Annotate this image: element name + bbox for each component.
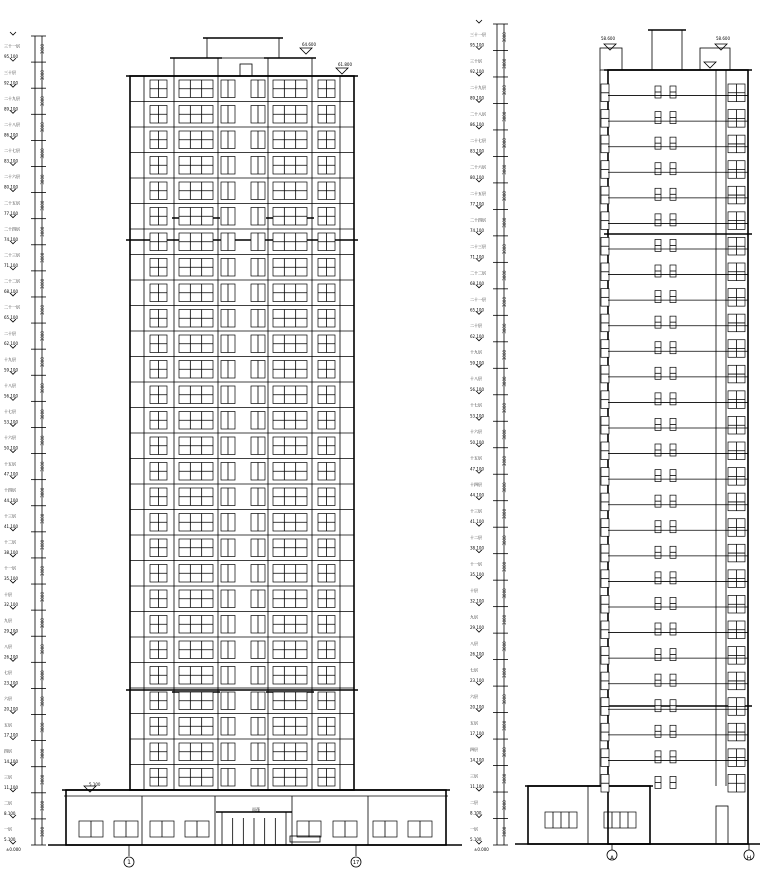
front-floor-label: 十九层 — [4, 356, 16, 362]
front-level-label: 11.100 — [4, 784, 18, 790]
side-level-label: 8.100 — [470, 810, 482, 816]
side-level-label: 77.100 — [470, 201, 484, 207]
front-floor-label: 十层 — [4, 591, 12, 597]
side-dim-value: 3000 — [502, 32, 507, 43]
front-floor-label: 六层 — [4, 696, 12, 702]
side-level-label: 62.100 — [470, 333, 484, 339]
side-roof-parapet-right — [700, 48, 730, 70]
front-dim-value: 3000 — [40, 461, 45, 472]
side-floor-label: 二十二层 — [470, 270, 486, 276]
front-level-label: 95.100 — [4, 54, 18, 60]
front-floor-label: 二十层 — [4, 330, 16, 336]
side-floor-label: 三十层 — [470, 58, 482, 64]
front-level-label: 8.100 — [4, 810, 16, 816]
side-level-label: 95.100 — [470, 42, 484, 48]
front-dim-value: 3000 — [40, 774, 45, 785]
front-level-label: 47.100 — [4, 471, 18, 477]
ground-level-label: ±0.000 — [6, 847, 21, 852]
front-floor-label: 十四层 — [4, 487, 16, 493]
side-dim-value: 3000 — [502, 164, 507, 175]
side-dim-value: 3000 — [502, 376, 507, 387]
side-level-label: 53.100 — [470, 413, 484, 419]
side-floor-label: 二层 — [470, 799, 478, 805]
side-dim-value: 3000 — [502, 535, 507, 546]
front-level-label: 23.100 — [4, 680, 18, 686]
front-dim-value: 3000 — [40, 565, 45, 577]
side-floor-label: 五层 — [470, 720, 478, 726]
front-dim-value: 3000 — [40, 252, 45, 263]
front-level-label: 17.100 — [4, 732, 18, 738]
front-level-label: 32.100 — [4, 602, 18, 608]
roof-parapet-left — [174, 58, 218, 76]
front-level-label: 53.100 — [4, 419, 18, 425]
side-dim-value: 3000 — [502, 296, 507, 308]
front-level-dimension-column — [4, 32, 46, 845]
side-level-label: 50.100 — [470, 439, 484, 445]
side-dim-value: 3000 — [502, 138, 507, 149]
front-level-label: 80.100 — [4, 184, 18, 190]
front-level-label: 38.100 — [4, 550, 18, 556]
side-dim-value: 3000 — [502, 720, 507, 731]
side-floor-label: 二十八层 — [470, 111, 486, 117]
side-roof-machine-room — [652, 30, 682, 70]
front-dim-value: 3000 — [40, 826, 45, 838]
side-floor-label: 二十层 — [470, 323, 482, 329]
front-floor-label: 二十一层 — [4, 304, 20, 310]
front-level-label: 77.100 — [4, 210, 18, 216]
side-floor-label: 三十一层 — [470, 31, 486, 37]
side-floor-label: 二十九层 — [470, 84, 486, 90]
side-level-label: 23.100 — [470, 678, 484, 684]
front-level-marker — [10, 32, 16, 35]
level-marker — [336, 68, 348, 74]
side-elevation — [515, 30, 760, 860]
side-dim-value: 3000 — [502, 826, 507, 837]
side-level-label: 74.100 — [470, 227, 484, 233]
front-dim-value: 3000 — [40, 670, 45, 681]
front-level-label: 44.100 — [4, 497, 18, 503]
front-floor-label: 三十一层 — [4, 43, 20, 49]
front-floor-label: 四层 — [4, 748, 12, 754]
side-dim-value: 3000 — [502, 111, 507, 122]
side-floor-label: 二十七层 — [470, 137, 486, 143]
front-level-label: 29.100 — [4, 628, 18, 634]
front-floor-label: 二十三层 — [4, 252, 20, 258]
side-level-label: 71.100 — [470, 254, 484, 260]
front-floor-label: 二层 — [4, 800, 12, 806]
front-dim-value: 3000 — [40, 748, 45, 759]
front-level-label: 20.100 — [4, 706, 18, 712]
front-dim-value: 3000 — [40, 539, 45, 550]
front-dim-value: 3000 — [40, 513, 45, 524]
side-entry-door — [716, 806, 728, 844]
side-level-label: 32.100 — [470, 598, 484, 604]
side-floor-label: 十三层 — [470, 508, 482, 514]
front-floor-label: 八层 — [4, 643, 12, 649]
front-dim-value: 3000 — [40, 800, 45, 811]
front-dim-value: 3000 — [40, 43, 45, 55]
side-floor-label: 八层 — [470, 641, 478, 647]
front-floor-label: 十七层 — [4, 409, 16, 415]
front-level-label: 92.100 — [4, 80, 18, 86]
side-dim-value: 3000 — [502, 402, 507, 414]
front-level-label: 71.100 — [4, 262, 18, 268]
front-dim-value: 3000 — [40, 148, 45, 159]
side-axis-end-label: H — [746, 855, 752, 862]
roof-machine-room — [207, 38, 279, 58]
front-dim-value: 3000 — [40, 696, 45, 707]
front-floor-label: 二十五层 — [4, 200, 20, 206]
front-floor-label: 二十六层 — [4, 174, 20, 180]
side-floor-label: 十六层 — [470, 429, 482, 435]
side-dim-value: 3000 — [502, 455, 507, 467]
side-dim-value: 3000 — [502, 588, 507, 599]
front-dim-value: 3000 — [40, 70, 45, 81]
side-floor-label: 七层 — [470, 667, 478, 673]
side-dim-value: 3000 — [502, 217, 507, 228]
side-level-dimension-column — [470, 20, 508, 845]
side-level-label: 29.100 — [470, 625, 484, 631]
side-roof-left-level: 58.600 — [601, 36, 615, 41]
side-dim-value: 3000 — [502, 482, 507, 493]
front-level-label: 41.100 — [4, 523, 18, 529]
side-level-label: 89.100 — [470, 95, 484, 101]
side-floor-label: 十五层 — [470, 455, 482, 461]
side-level-marker — [715, 44, 727, 50]
front-floor-label: 五层 — [4, 722, 12, 728]
front-roof-top-level: 64.600 — [302, 42, 316, 47]
side-level-label: 47.100 — [470, 466, 484, 472]
front-axis-start-label: 1 — [127, 859, 131, 866]
front-floor-label: 三层 — [4, 774, 12, 780]
side-dim-value: 3000 — [502, 270, 507, 281]
side-floor-label: 九层 — [470, 614, 478, 620]
front-floor-label: 十二层 — [4, 539, 16, 545]
front-floor-label: 十三层 — [4, 513, 16, 519]
front-dim-value: 3000 — [40, 722, 45, 733]
front-dim-value: 3000 — [40, 200, 45, 211]
side-level-marker — [704, 62, 716, 68]
side-floor-label: 二十一层 — [470, 296, 486, 302]
front-level-label: 5.100 — [4, 837, 16, 843]
side-level-label: 11.100 — [470, 784, 484, 790]
roof-vent — [240, 64, 252, 76]
side-level-label: 92.100 — [470, 68, 484, 74]
front-floor-label: 十八层 — [4, 383, 16, 389]
front-roof-level: 61.800 — [338, 62, 352, 67]
side-roof-parapet — [600, 48, 622, 70]
podium-level-label: 5.100 — [89, 782, 101, 787]
front-level-label: 68.100 — [4, 289, 18, 295]
side-level-label: 56.100 — [470, 386, 484, 392]
side-dim-value: 3000 — [502, 323, 507, 334]
side-floor-label: 十层 — [470, 588, 478, 594]
front-floor-label: 一层 — [4, 826, 12, 832]
side-level-label: 68.100 — [470, 280, 484, 286]
side-dim-value: 3000 — [502, 667, 507, 678]
side-dim-value: 3000 — [502, 58, 507, 69]
side-floor-label: 二十五层 — [470, 190, 486, 196]
side-dim-value: 3000 — [502, 349, 507, 361]
side-floor-label: 二十三层 — [470, 243, 486, 249]
side-floor-label: 一层 — [470, 826, 478, 832]
front-dim-value: 3000 — [40, 644, 45, 655]
side-floor-label: 十一层 — [470, 561, 482, 567]
front-level-label: 83.100 — [4, 158, 18, 164]
front-floor-label: 二十九层 — [4, 95, 20, 101]
side-roof-right-level: 58.600 — [716, 36, 730, 41]
side-dim-value: 3000 — [502, 694, 507, 705]
front-level-label: 50.100 — [4, 445, 18, 451]
side-level-label: 59.100 — [470, 360, 484, 366]
front-level-label: 89.100 — [4, 106, 18, 112]
side-level-label: 20.100 — [470, 704, 484, 710]
side-level-label: 26.100 — [470, 651, 484, 657]
side-floor-label: 二十四层 — [470, 217, 486, 223]
front-floor-label: 三十层 — [4, 69, 16, 75]
front-dim-value: 3000 — [40, 122, 46, 133]
entrance-canopy-label: 雨蓬 — [252, 807, 260, 812]
front-level-label: 14.100 — [4, 758, 18, 764]
roof-parapet-right — [268, 58, 312, 76]
front-level-label: 56.100 — [4, 393, 18, 399]
side-floor-label: 十八层 — [470, 376, 482, 382]
front-dim-value: 3000 — [40, 226, 45, 237]
side-dim-value: 3000 — [502, 191, 507, 202]
side-level-label: 41.100 — [470, 519, 484, 525]
front-dim-value: 3000 — [40, 618, 45, 629]
front-elevation — [48, 38, 462, 867]
front-dim-value: 3000 — [40, 331, 45, 342]
side-dim-value: 3000 — [502, 244, 507, 255]
side-dim-value: 3000 — [502, 508, 507, 520]
side-level-label: 14.100 — [470, 757, 484, 763]
front-dim-value: 3000 — [40, 174, 45, 185]
side-dim-value: 3000 — [502, 773, 507, 784]
front-level-label: 86.100 — [4, 132, 18, 138]
side-level-label: 44.100 — [470, 492, 484, 498]
side-dim-value: 3000 — [502, 561, 507, 573]
side-level-label: 80.100 — [470, 174, 484, 180]
front-dim-value: 3000 — [40, 357, 45, 368]
side-floor-label: 六层 — [470, 694, 478, 700]
front-floor-label: 十六层 — [4, 435, 16, 441]
side-level-marker — [476, 20, 482, 23]
side-floor-label: 二十六层 — [470, 164, 486, 170]
front-floor-label: 九层 — [4, 617, 12, 623]
side-floor-label: 十九层 — [470, 349, 482, 355]
front-dim-value: 3000 — [40, 278, 45, 290]
front-level-label: 59.100 — [4, 367, 18, 373]
side-level-label: 65.100 — [470, 307, 484, 313]
front-dim-value: 3000 — [40, 383, 45, 394]
side-level-label: 17.100 — [470, 731, 484, 737]
front-dim-value: 3000 — [40, 96, 45, 107]
side-floor-label: 四层 — [470, 746, 478, 752]
side-level-label: 83.100 — [470, 148, 484, 154]
side-level-label: 35.100 — [470, 572, 484, 578]
side-level-label: 86.100 — [470, 121, 484, 127]
side-axis-start-label: A — [609, 855, 615, 862]
front-floor-label: 二十八层 — [4, 122, 20, 128]
front-level-label: 26.100 — [4, 654, 18, 660]
side-level-marker — [604, 44, 616, 50]
front-floor-label: 二十四层 — [4, 226, 20, 232]
level-marker — [300, 48, 312, 54]
side-level-label: 5.100 — [470, 837, 482, 843]
front-floor-label: 二十七层 — [4, 148, 20, 154]
front-floor-label: 二十二层 — [4, 278, 20, 284]
front-dim-value: 3000 — [40, 409, 45, 420]
side-floor-label: 三层 — [470, 773, 478, 779]
front-dim-value: 3000 — [40, 304, 45, 316]
side-floor-label: 十七层 — [470, 402, 482, 408]
side-dim-value: 3000 — [502, 85, 507, 96]
side-floor-label: 十二层 — [470, 535, 482, 541]
front-level-label: 74.100 — [4, 236, 18, 242]
side-dim-value: 3000 — [502, 641, 507, 652]
ground-level-label-side: ±0.000 — [474, 847, 489, 852]
side-dim-value: 3000 — [502, 429, 507, 440]
front-level-label: 35.100 — [4, 576, 18, 582]
side-dim-value: 3000 — [502, 800, 507, 811]
front-floor-label: 七层 — [4, 670, 12, 676]
front-floor-label: 十一层 — [4, 565, 16, 571]
side-dim-value: 3000 — [502, 747, 507, 758]
front-dim-value: 3000 — [40, 487, 45, 498]
side-dim-value: 3000 — [502, 614, 507, 625]
front-axis-end-label: 17 — [352, 860, 360, 866]
side-tower-outline — [608, 70, 748, 844]
front-level-label: 62.100 — [4, 341, 18, 347]
front-dim-value: 3000 — [40, 591, 45, 603]
front-level-label: 65.100 — [4, 315, 18, 321]
side-level-label: 38.100 — [470, 545, 484, 551]
side-floor-label: 十四层 — [470, 482, 482, 488]
front-dim-value: 3000 — [40, 435, 45, 446]
front-floor-label: 十五层 — [4, 461, 16, 467]
